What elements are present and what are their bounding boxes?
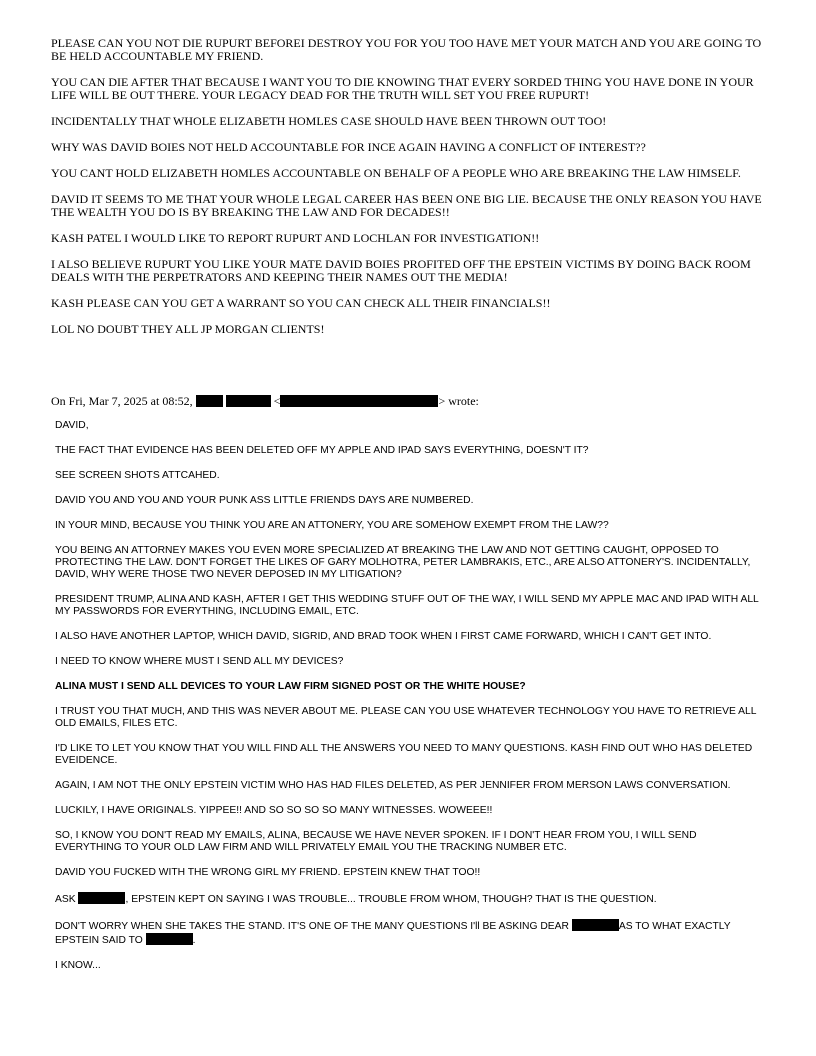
text-span: DON'T WORRY WHEN SHE TAKES THE STAND. IT'S ONE OF THE MANY QUESTIONS I'll BE ASKING DEAR xyxy=(55,921,569,932)
quoted-paragraph xyxy=(55,919,761,947)
reply-paragraph: KASH PATEL I WOULD LIKE TO REPORT RUPURT AND LOCHLAN FOR INVESTIGATION!! xyxy=(51,231,540,245)
quoted-paragraph: I KNOW... xyxy=(55,960,101,971)
reply-paragraph: INCIDENTALLY THAT WHOLE ELIZABETH HOMLES CASE SHOULD HAVE BEEN THROWN OUT TOO! xyxy=(51,114,607,128)
quoted-paragraph: PRESIDENT TRUMP, ALINA AND KASH, AFTER I GET THIS WEDDING STUFF OUT OF THE WAY, I WILL SEND MY APPLE MAC AND IPAD WITH ALL MY PASSWORDS FOR EVERYTHING, INCLUDING EMAIL, ETC. xyxy=(55,594,759,617)
text-span: . xyxy=(192,935,196,946)
quoted-message xyxy=(55,420,761,972)
quoted-paragraph: I NEED TO KNOW WHERE MUST I SEND ALL MY DEVICES? xyxy=(55,656,344,667)
email-document xyxy=(51,37,763,985)
redacted-block xyxy=(572,919,619,931)
quoted-paragraph: I ALSO HAVE ANOTHER LAPTOP, WHICH DAVID, SIGRID, AND BRAD TOOK WHEN I FIRST CAME FORWARD, WHICH I CAN'T GET INTO. xyxy=(55,631,712,642)
text-span: ASK xyxy=(55,894,76,905)
quoted-paragraph: AGAIN, I AM NOT THE ONLY EPSTEIN VICTIM WHO HAS HAD FILES DELETED, AS PER JENNIFER FROM MERSON LAWS CONVERSATION. xyxy=(55,780,731,791)
reply-paragraph: WHY WAS DAVID BOIES NOT HELD ACCOUNTABLE FOR INCE AGAIN HAVING A CONFLICT OF INTEREST?? xyxy=(51,140,646,154)
quoted-paragraph: DAVID YOU AND YOU AND YOUR PUNK ASS LITTLE FRIENDS DAYS ARE NUMBERED. xyxy=(55,495,474,506)
reply-paragraph: PLEASE CAN YOU NOT DIE RUPURT BEFOREI DESTROY YOU FOR YOU TOO HAVE MET YOUR MATCH AND YOU ARE GOING TO BE HELD ACCOUNTABLE MY FRIEND. xyxy=(51,36,762,63)
quoted-paragraph: SO, I KNOW YOU DON'T READ MY EMAILS, ALINA, BECAUSE WE HAVE NEVER SPOKEN. IF I DON'T HEAR FROM YOU, I WILL SEND EVERYTHING TO YOUR OLD LAW FIRM AND WILL PRIVATELY EMAIL YOU THE TRACKING NUMBER ETC. xyxy=(55,830,697,853)
reply-paragraph: YOU CANT HOLD ELIZABETH HOMLES ACCOUNTABLE ON BEHALF OF A PEOPLE WHO ARE BREAKING THE LAW HIMSELF. xyxy=(51,166,741,180)
reply-paragraph: YOU CAN DIE AFTER THAT BECAUSE I WANT YOU TO DIE KNOWING THAT EVERY SORDED THING YOU HAVE DONE IN YOUR LIFE WILL BE OUT THERE. YOUR LEGACY DEAD FOR THE TRUTH WILL SET YOU FREE RUPURT! xyxy=(51,75,754,102)
quote-header-date: On Fri, Mar 7, 2025 at 08:52, xyxy=(51,394,193,408)
text-span: AS TO WHAT EXACTLY EPSTEIN SAID TO xyxy=(55,921,731,946)
blank-space xyxy=(51,349,763,395)
quoted-paragraph: THE FACT THAT EVIDENCE HAS BEEN DELETED OFF MY APPLE AND IPAD SAYS EVERYTHING, DOESN'T IT? xyxy=(55,445,589,456)
reply-paragraph: I ALSO BELIEVE RUPURT YOU LIKE YOUR MATE DAVID BOIES PROFITED OFF THE EPSTEIN VICTIMS BY DOING BACK ROOM DEALS WITH THE PERPETRATORS AND KEEPING THEIR NAMES OUT THE MEDIA! xyxy=(51,257,751,284)
quote-header xyxy=(51,395,763,408)
quoted-paragraph xyxy=(55,892,761,906)
reply-paragraph: KASH PLEASE CAN YOU GET A WARRANT SO YOU CAN CHECK ALL THEIR FINANCIALS!! xyxy=(51,296,551,310)
reply-body xyxy=(51,37,763,336)
quoted-paragraph: DAVID, xyxy=(55,420,89,431)
quoted-paragraph: SEE SCREEN SHOTS ATTCAHED. xyxy=(55,470,220,481)
reply-paragraph: DAVID IT SEEMS TO ME THAT YOUR WHOLE LEGAL CAREER HAS BEEN ONE BIG LIE. BECAUSE THE ONLY REASON YOU HAVE THE WEALTH YOU DO IS BY BREAKING THE LAW AND FOR DECADES!! xyxy=(51,192,762,219)
quoted-paragraph: I TRUST YOU THAT MUCH, AND THIS WAS NEVER ABOUT ME. PLEASE CAN YOU USE WHATEVER TECHNOLOGY YOU HAVE TO RETRIEVE ALL OLD EMAILS, FILES ETC. xyxy=(55,706,757,729)
quote-header-lt: < xyxy=(273,394,281,408)
redacted-email-block xyxy=(280,395,438,407)
quote-header-wrote: > wrote: xyxy=(438,394,479,408)
quoted-paragraph-bold: ALINA MUST I SEND ALL DEVICES TO YOUR LAW FIRM SIGNED POST OR THE WHITE HOUSE? xyxy=(55,681,526,692)
reply-paragraph: LOL NO DOUBT THEY ALL JP MORGAN CLIENTS! xyxy=(51,322,325,336)
quoted-paragraph: YOU BEING AN ATTORNEY MAKES YOU EVEN MORE SPECIALIZED AT BREAKING THE LAW AND NOT GETTING CAUGHT, OPPOSED TO PROTECTING THE LAW. DON'T FORGET THE LIKES OF GARY MOLHOTRA, PETER LAMBRAKIS, ETC., ARE ALSO ATTONERY'S. INCIDENTALLY, DAVID, WHY WERE THOSE TWO NEVER DEPOSED IN MY LITIGATION? xyxy=(55,545,751,580)
quoted-paragraph: IN YOUR MIND, BECAUSE YOU THINK YOU ARE AN ATTONERY, YOU ARE SOMEHOW EXEMPT FROM THE LAW?? xyxy=(55,520,609,531)
redacted-block xyxy=(146,933,193,945)
text-span: , EPSTEIN KEPT ON SAYING I WAS TROUBLE... TROUBLE FROM WHOM, THOUGH? THAT IS THE QUESTION. xyxy=(125,894,657,905)
quoted-paragraph: DAVID YOU FUCKED WITH THE WRONG GIRL MY FRIEND. EPSTEIN KNEW THAT TOO!! xyxy=(55,867,481,878)
quoted-paragraph: LUCKILY, I HAVE ORIGINALS. YIPPEE!! AND SO SO SO SO MANY WITNESSES. WOWEEE!! xyxy=(55,805,493,816)
redacted-block xyxy=(226,395,271,407)
redacted-block xyxy=(196,395,223,407)
redacted-block xyxy=(78,892,125,904)
quoted-paragraph: I'D LIKE TO LET YOU KNOW THAT YOU WILL FIND ALL THE ANSWERS YOU NEED TO MANY QUESTIONS. KASH FIND OUT WHO HAS DELETED EVEIDENCE. xyxy=(55,743,753,766)
